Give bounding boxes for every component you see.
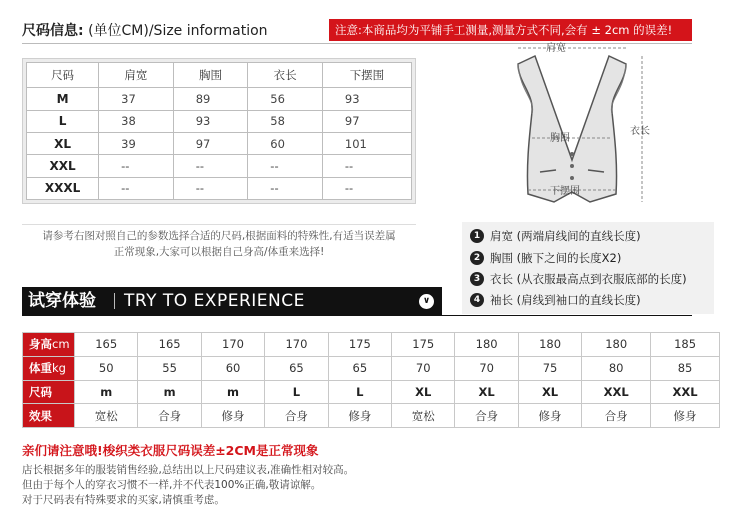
- value-cell: 185: [651, 333, 720, 357]
- banner-underline: [22, 315, 692, 316]
- value-cell: 97: [173, 132, 248, 154]
- size-cell: XXL: [27, 155, 99, 177]
- header-size: 尺码: [27, 63, 99, 88]
- value-cell: 170: [265, 333, 328, 357]
- guide-text: 衣长 (从衣服最高点到衣服底部的长度): [490, 272, 687, 286]
- title-en: (单位CM)/Size information: [88, 23, 268, 39]
- header-chest: 胸围: [173, 63, 248, 88]
- guide-text: 胸围 (腋下之间的长度X2): [490, 251, 622, 265]
- value-cell: 89: [173, 88, 248, 110]
- vest-illustration: [490, 42, 655, 217]
- value-cell: 85: [651, 356, 720, 380]
- bottom-notes: [22, 463, 354, 508]
- guide-item: [470, 248, 621, 268]
- size-note-line: 请参考右图对照自己的参数选择合适的尺码,根据面料的特殊性,有适当误差属: [42, 230, 396, 242]
- value-cell: 修身: [201, 404, 264, 428]
- title-cn: 尺码信息:: [22, 23, 84, 39]
- guide-text: 肩宽 (两端肩线间的直线长度): [490, 229, 641, 243]
- note-line: 对于尺码表有特殊要求的买家,请慎重考虑。: [22, 494, 225, 506]
- value-cell: 56: [248, 88, 323, 110]
- value-cell: --: [248, 177, 323, 199]
- value-cell: 宽松: [392, 404, 455, 428]
- value-cell: 65: [328, 356, 391, 380]
- value-cell: 180: [518, 333, 581, 357]
- number-icon: 4: [470, 293, 484, 307]
- value-cell: --: [173, 177, 248, 199]
- value-cell: XL: [392, 380, 455, 404]
- note-line: 店长根据多年的服装销售经验,总结出以上尺码建议表,准确性相对较高。: [22, 464, 355, 476]
- value-cell: 合身: [265, 404, 328, 428]
- size-cell: XL: [27, 132, 99, 154]
- value-cell: 合身: [455, 404, 518, 428]
- value-cell: 80: [582, 356, 651, 380]
- size-note: [22, 228, 416, 260]
- vest-diagram: [490, 42, 655, 217]
- value-cell: 65: [265, 356, 328, 380]
- chest-label: 胸围: [550, 133, 570, 144]
- value-cell: XXL: [582, 380, 651, 404]
- value-cell: XXL: [651, 380, 720, 404]
- value-cell: 175: [328, 333, 391, 357]
- table-row: [27, 177, 412, 199]
- value-cell: 39: [99, 132, 174, 154]
- measurement-guide: [462, 222, 714, 314]
- value-cell: 180: [582, 333, 651, 357]
- value-cell: 38: [99, 110, 174, 132]
- vest-shape: [518, 56, 626, 202]
- table-row: [23, 380, 720, 404]
- value-cell: 60: [248, 132, 323, 154]
- row-label-fit: 效果: [23, 404, 75, 428]
- button-icon: [570, 164, 574, 168]
- value-cell: XL: [455, 380, 518, 404]
- value-cell: 165: [138, 333, 201, 357]
- size-table-container: [22, 58, 416, 204]
- table-row: [23, 356, 720, 380]
- page-title: [22, 20, 268, 40]
- number-icon: 3: [470, 272, 484, 286]
- value-cell: 50: [75, 356, 138, 380]
- row-label-size: 尺码: [23, 380, 75, 404]
- table-row: [27, 155, 412, 177]
- value-cell: 165: [75, 333, 138, 357]
- guide-item: [470, 226, 641, 246]
- number-icon: 1: [470, 229, 484, 243]
- size-note-divider: [22, 224, 416, 225]
- size-table-header: [27, 63, 412, 88]
- value-cell: m: [75, 380, 138, 404]
- value-cell: 170: [201, 333, 264, 357]
- value-cell: 75: [518, 356, 581, 380]
- value-cell: m: [201, 380, 264, 404]
- value-cell: 58: [248, 110, 323, 132]
- value-cell: 97: [322, 110, 411, 132]
- size-error-warning: 亲们请注意哦!梭织类衣服尺码误差±2CM是正常现象: [22, 443, 319, 458]
- button-icon: [570, 176, 574, 180]
- row-label-weight: 体重kg: [23, 356, 75, 380]
- value-cell: XL: [518, 380, 581, 404]
- table-row: [27, 110, 412, 132]
- value-cell: 55: [138, 356, 201, 380]
- row-label-height: 身高cm: [23, 333, 75, 357]
- value-cell: 70: [455, 356, 518, 380]
- value-cell: --: [173, 155, 248, 177]
- value-cell: --: [322, 177, 411, 199]
- value-cell: 合身: [582, 404, 651, 428]
- value-cell: 修身: [518, 404, 581, 428]
- header-hem: 下摆围: [322, 63, 411, 88]
- value-cell: m: [138, 380, 201, 404]
- value-cell: --: [99, 177, 174, 199]
- measurement-notice: 注意:本商品均为平铺手工测量,测量方式不同,会有 ± 2cm 的误差!: [329, 19, 692, 41]
- button-icon: [570, 152, 574, 156]
- header-length: 衣长: [248, 63, 323, 88]
- value-cell: 宽松: [75, 404, 138, 428]
- banner-separator: [114, 293, 115, 309]
- value-cell: 180: [455, 333, 518, 357]
- value-cell: 合身: [138, 404, 201, 428]
- value-cell: 93: [322, 88, 411, 110]
- value-cell: 93: [173, 110, 248, 132]
- table-row: [23, 333, 720, 357]
- banner-title-en: TRY TO EXPERIENCE: [124, 291, 305, 311]
- shoulder-label: 肩宽: [546, 43, 566, 54]
- banner-title-cn: 试穿体验: [28, 291, 96, 311]
- size-cell: M: [27, 88, 99, 110]
- table-row: [27, 88, 412, 110]
- header-shoulder: 肩宽: [99, 63, 174, 88]
- note-line: 但由于每个人的穿衣习惯不一样,并不代表100%正确,敬请谅解。: [22, 479, 322, 491]
- value-cell: 175: [392, 333, 455, 357]
- value-cell: 修身: [651, 404, 720, 428]
- guide-item: [470, 269, 687, 289]
- value-cell: 修身: [328, 404, 391, 428]
- value-cell: --: [99, 155, 174, 177]
- value-cell: 60: [201, 356, 264, 380]
- size-cell: L: [27, 110, 99, 132]
- value-cell: 101: [322, 132, 411, 154]
- try-on-table: [22, 332, 720, 428]
- size-table: [26, 62, 412, 200]
- size-note-line: 正常现象,大家可以根据自己身高/体重来选择!: [113, 246, 325, 258]
- value-cell: --: [248, 155, 323, 177]
- size-cell: XXXL: [27, 177, 99, 199]
- hem-label: 下摆围: [550, 186, 580, 197]
- guide-item: [470, 290, 641, 310]
- number-icon: 2: [470, 251, 484, 265]
- table-row: [27, 132, 412, 154]
- length-label: 衣长: [630, 126, 650, 137]
- value-cell: L: [328, 380, 391, 404]
- value-cell: 70: [392, 356, 455, 380]
- value-cell: --: [322, 155, 411, 177]
- chevron-down-icon: ∨: [419, 294, 434, 309]
- value-cell: L: [265, 380, 328, 404]
- table-row: [23, 404, 720, 428]
- try-on-table-container: [22, 332, 720, 428]
- guide-text: 袖长 (肩线到袖口的直线长度): [490, 293, 641, 307]
- value-cell: 37: [99, 88, 174, 110]
